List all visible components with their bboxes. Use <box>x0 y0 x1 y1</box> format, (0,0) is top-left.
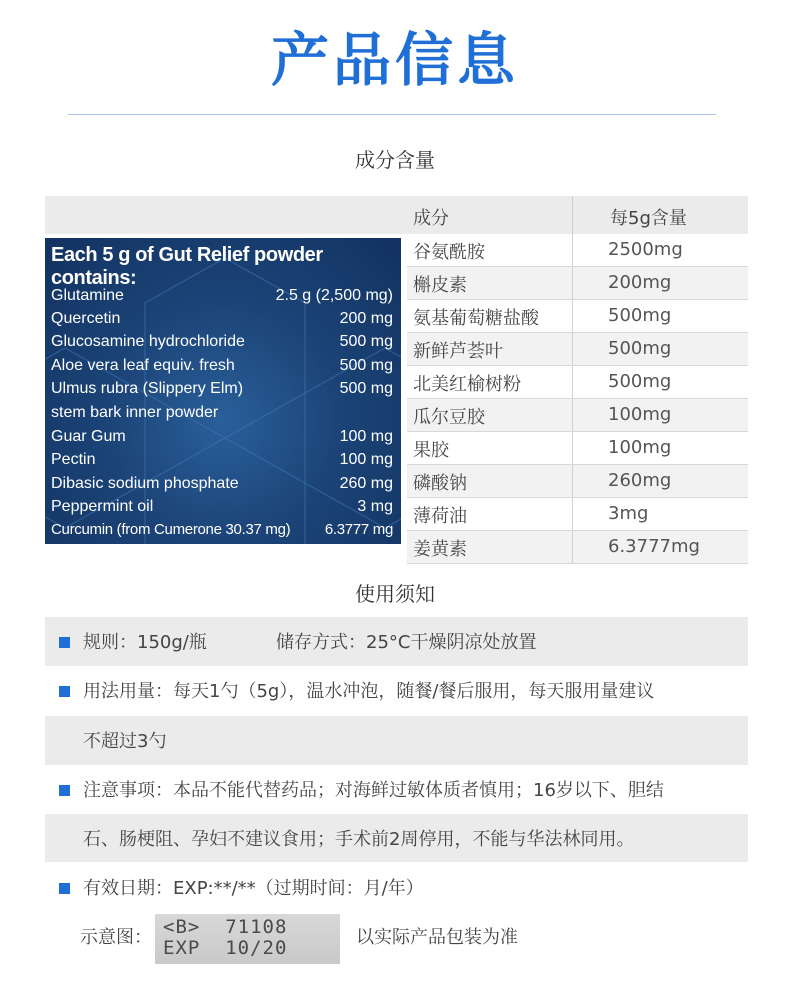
ingredient-name: 谷氨酰胺 <box>413 242 485 263</box>
label-row <box>51 498 393 521</box>
label-row <box>51 287 393 310</box>
table-header-ingredient: 成分 <box>413 208 449 229</box>
sample-label: 示意图： <box>80 927 152 948</box>
label-ingredient: Aloe vera leaf equiv. fresh <box>51 357 235 374</box>
label-ingredient: Glucosamine hydrochloride <box>51 333 245 350</box>
bullet-icon <box>59 637 70 648</box>
table-row <box>407 465 748 498</box>
ingredient-name: 薄荷油 <box>413 506 467 527</box>
ingredient-name: 新鲜芦荟叶 <box>413 341 503 362</box>
label-row <box>51 404 393 427</box>
bullet-icon <box>59 785 70 796</box>
label-row <box>51 333 393 356</box>
label-row <box>51 310 393 333</box>
label-amount: 500 mg <box>339 333 393 350</box>
ingredient-amount: 500mg <box>608 371 672 392</box>
label-amount: 500 mg <box>339 357 393 374</box>
label-row <box>51 380 393 403</box>
stamp-line2: EXP 10/20 <box>163 937 288 959</box>
ingredient-amount: 200mg <box>608 272 672 293</box>
label-amount: 500 mg <box>339 380 393 397</box>
table-row <box>407 267 748 300</box>
ingredient-amount: 6.3777mg <box>608 536 700 557</box>
ingredient-name: 北美红榆树粉 <box>413 374 521 395</box>
table-row <box>407 432 748 465</box>
ingredient-amount: 2500mg <box>608 239 683 260</box>
table-row <box>407 300 748 333</box>
page-title: 产品信息 <box>270 26 519 94</box>
table-header-amount: 每5g含量 <box>610 208 687 229</box>
label-amount: 260 mg <box>339 475 393 492</box>
product-label-image <box>45 238 401 544</box>
ingredient-amount: 3mg <box>608 503 649 524</box>
ingredient-amount: 100mg <box>608 437 672 458</box>
label-row <box>51 428 393 451</box>
title-divider <box>68 114 716 115</box>
table-row <box>407 234 748 267</box>
stamp-line1: <B> 71108 <box>163 916 288 938</box>
ingredient-amount: 500mg <box>608 338 672 359</box>
label-ingredient: Curcumin (from Cumerone 30.37 mg) <box>51 521 291 538</box>
table-row <box>407 366 748 399</box>
caution-text-line1: 注意事项：本品不能代替药品；对海鲜过敏体质者慎用；16岁以下、胆结 <box>83 780 664 801</box>
label-amount: 3 mg <box>357 498 393 515</box>
ingredients-heading: 成分含量 <box>355 148 435 172</box>
table-row <box>407 399 748 432</box>
label-amount: 2.5 g (2,500 mg) <box>275 287 393 304</box>
ingredient-amount: 500mg <box>608 305 672 326</box>
label-ingredient: Dibasic sodium phosphate <box>51 475 239 492</box>
bullet-icon <box>59 883 70 894</box>
label-amount: 6.3777 mg <box>324 521 393 538</box>
ingredient-name: 果胶 <box>413 440 449 461</box>
expiry-stamp-image <box>155 914 340 964</box>
label-amount: 200 mg <box>339 310 393 327</box>
spec-text: 规则：150g/瓶 <box>83 632 207 653</box>
ingredients-table <box>407 234 748 564</box>
ingredient-name: 姜黄素 <box>413 539 467 560</box>
ingredient-name: 磷酸钠 <box>413 473 467 494</box>
table-row <box>407 333 748 366</box>
ingredient-name: 槲皮素 <box>413 275 467 296</box>
caution-text-line2: 石、肠梗阻、孕妇不建议食用；手术前2周停用，不能与华法林同用。 <box>83 829 635 850</box>
usage-text-line2: 不超过3勺 <box>83 731 167 752</box>
label-row <box>51 451 393 474</box>
label-ingredient: Guar Gum <box>51 428 126 445</box>
label-ingredient: Glutamine <box>51 287 124 304</box>
bullet-icon <box>59 686 70 697</box>
table-header-divider <box>572 196 573 234</box>
ingredient-name: 氨基葡萄糖盐酸 <box>413 308 539 329</box>
label-row <box>51 475 393 498</box>
storage-text: 储存方式：25°C干燥阴凉处放置 <box>276 632 537 653</box>
ingredient-name: 瓜尔豆胶 <box>413 407 485 428</box>
usage-text-line1: 用法用量：每天1勺（5g），温水冲泡，随餐/餐后服用，每天服用量建议 <box>83 681 655 702</box>
label-ingredient: Peppermint oil <box>51 498 154 515</box>
usage-heading: 使用须知 <box>355 582 435 606</box>
sample-note: 以实际产品包装为准 <box>356 927 518 948</box>
label-amount: 100 mg <box>339 451 393 468</box>
table-row <box>407 531 748 564</box>
table-row <box>407 498 748 531</box>
label-ingredient: Ulmus rubra (Slippery Elm) <box>51 380 244 397</box>
label-row <box>51 357 393 380</box>
label-ingredient: stem bark inner powder <box>51 404 219 421</box>
label-ingredient: Quercetin <box>51 310 121 327</box>
label-ingredient: Pectin <box>51 451 96 468</box>
ingredient-amount: 100mg <box>608 404 672 425</box>
expiry-text: 有效日期：EXP:**/**（过期时间：月/年） <box>83 878 424 899</box>
table-header-row <box>45 196 748 234</box>
label-row <box>51 521 393 544</box>
label-title: Each 5 g of Gut Relief powder contains: <box>51 244 323 289</box>
ingredient-amount: 260mg <box>608 470 672 491</box>
label-amount: 100 mg <box>339 428 393 445</box>
